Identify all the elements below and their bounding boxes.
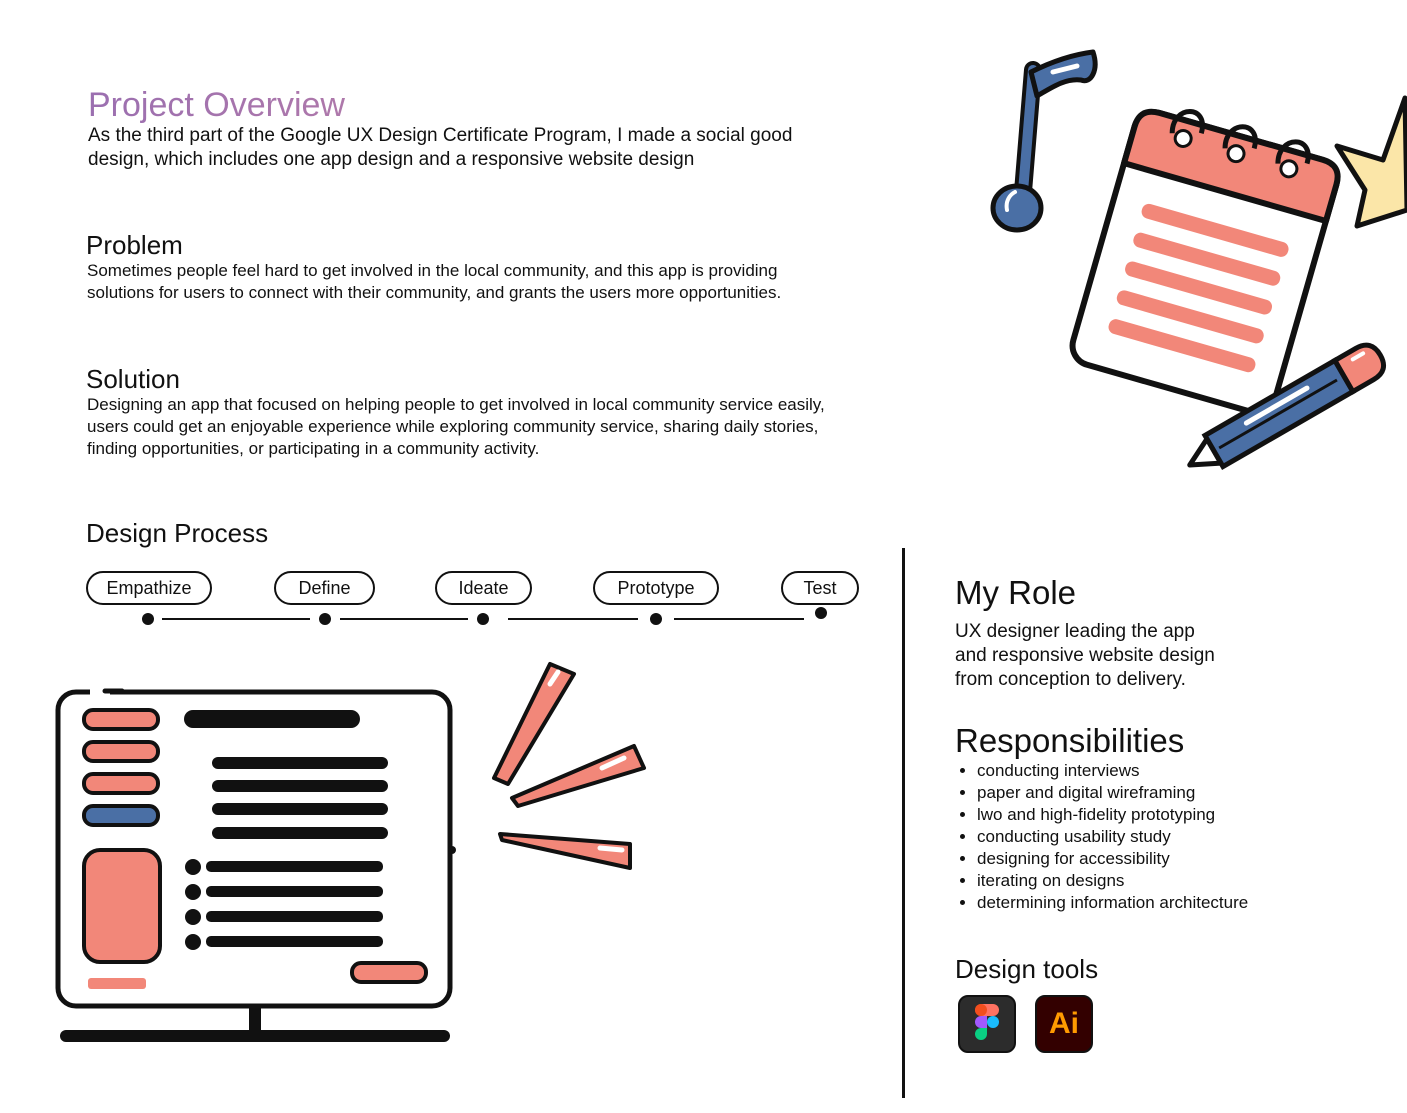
timeline-dot [319, 613, 331, 625]
column-divider [902, 548, 905, 1098]
solution-text: Designing an app that focused on helping people to get involved in local community service easily, users could get an enjoyable experience while exploring community service, sharing daily stories, finding opportunities, or participating in a community activity. [87, 395, 825, 458]
figma-icon [958, 995, 1016, 1053]
list-item: • determining information architecture [977, 892, 1385, 914]
responsibilities-list [955, 760, 1385, 914]
timeline-line [674, 618, 804, 620]
timeline-line [340, 618, 468, 620]
step-empathize: Empathize [86, 571, 212, 605]
step-test: Test [781, 571, 859, 605]
page-title: Project Overview [88, 86, 848, 124]
list-item: • iterating on designs [977, 870, 1385, 892]
list-item: • conducting usability study [977, 826, 1385, 848]
step-define: Define [274, 571, 375, 605]
design-tools-heading: Design tools [955, 954, 1099, 984]
spark-illustration [488, 656, 648, 876]
solution-heading: Solution [86, 364, 180, 394]
role-heading: My Role [955, 574, 1077, 611]
problem-heading: Problem [86, 230, 183, 260]
list-item: • paper and digital wireframing [977, 782, 1385, 804]
responsibilities-heading: Responsibilities [955, 722, 1185, 759]
design-process-heading: Design Process [86, 518, 269, 548]
timeline-dot [815, 607, 827, 619]
timeline-dot [477, 613, 489, 625]
timeline-line [162, 618, 310, 620]
problem-text: Sometimes people feel hard to get involved in the local community, and this app is providing solutions for users to connect with their community, and grants the users more opportunities. [87, 261, 782, 302]
list-item: • designing for accessibility [977, 848, 1385, 870]
solution-section [86, 364, 846, 460]
overview-section [88, 86, 848, 172]
role-text: UX designer leading the app and responsive website design from conception to delivery. [955, 621, 1215, 690]
illustrator-label: Ai [1049, 1007, 1079, 1040]
step-ideate: Ideate [435, 571, 532, 605]
illustrator-icon [1035, 995, 1093, 1053]
monitor-illustration [50, 680, 460, 1050]
timeline-dot [142, 613, 154, 625]
timeline-line [508, 618, 638, 620]
problem-section [86, 230, 846, 304]
list-item: • conducting interviews [977, 760, 1385, 782]
step-prototype: Prototype [593, 571, 719, 605]
responsibilities-section [955, 722, 1385, 914]
role-section [955, 574, 1375, 692]
overview-text: As the third part of the Google UX Design Certificate Program, I made a social good design, which includes one app design and a responsive website design [88, 125, 793, 170]
list-item: • lwo and high-fidelity prototyping [977, 804, 1385, 826]
timeline-dot [650, 613, 662, 625]
notepad-illustration [985, 40, 1407, 490]
